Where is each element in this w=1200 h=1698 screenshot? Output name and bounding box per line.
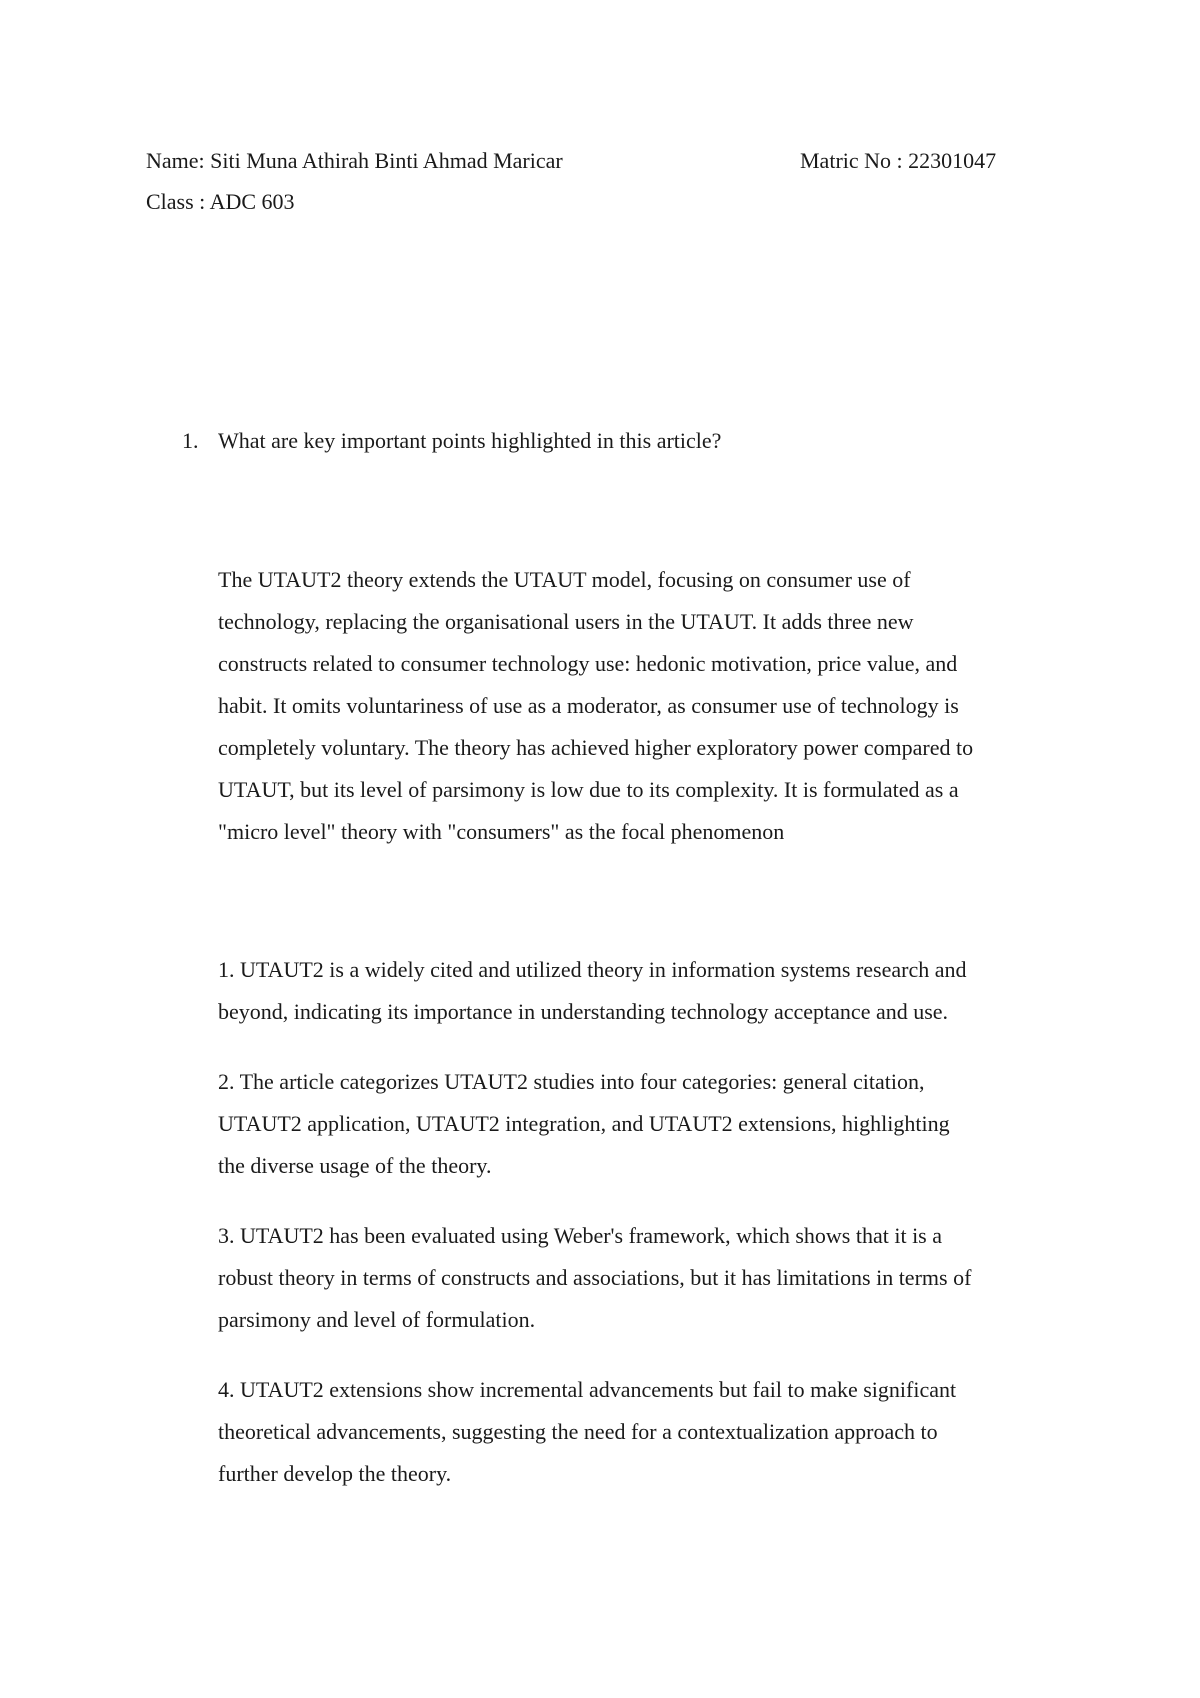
point-line: 1. UTAUT2 is a widely cited and utilized theory in information systems research and (218, 957, 967, 982)
point-line: 2. The article categorizes UTAUT2 studies into four categories: general citation, (218, 1069, 925, 1094)
summary-paragraph (218, 559, 1058, 853)
key-point-4 (218, 1369, 1058, 1495)
point-line: robust theory in terms of constructs and associations, but it has limitations in terms of (218, 1265, 972, 1290)
key-point-1 (218, 949, 1058, 1033)
key-points-list (218, 949, 1058, 1523)
summary-line: habit. It omits voluntariness of use as a moderator, as consumer use of technology is (218, 693, 959, 718)
key-point-3 (218, 1215, 1058, 1341)
question-text: What are key important points highlighted in this article? (218, 428, 722, 453)
summary-line: technology, replacing the organisational users in the UTAUT. It adds three new (218, 609, 914, 634)
point-line: the diverse usage of the theory. (218, 1153, 492, 1178)
point-line: 4. UTAUT2 extensions show incremental advancements but fail to make significant (218, 1377, 957, 1402)
point-line: further develop the theory. (218, 1461, 452, 1486)
question-heading (182, 420, 721, 462)
student-name: Name: Siti Muna Athirah Binti Ahmad Maricar (146, 148, 563, 173)
class-code: Class : ADC 603 (146, 189, 295, 214)
summary-line: "micro level" theory with "consumers" as the focal phenomenon (218, 819, 785, 844)
summary-line: The UTAUT2 theory extends the UTAUT model, focusing on consumer use of (218, 567, 911, 592)
point-line: beyond, indicating its importance in understanding technology acceptance and use. (218, 999, 949, 1024)
matric-number: Matric No : 22301047 (800, 148, 997, 173)
point-line: 3. UTAUT2 has been evaluated using Weber's framework, which shows that it is a (218, 1223, 943, 1248)
point-line: theoretical advancements, suggesting the need for a contextualization approach to (218, 1419, 938, 1444)
summary-line: completely voluntary. The theory has achieved higher exploratory power compared to (218, 735, 974, 760)
summary-line: UTAUT, but its level of parsimony is low due to its complexity. It is formulated as a (218, 777, 959, 802)
point-line: UTAUT2 application, UTAUT2 integration, and UTAUT2 extensions, highlighting (218, 1111, 950, 1136)
summary-line: constructs related to consumer technology use: hedonic motivation, price value, and (218, 651, 958, 676)
key-point-2 (218, 1061, 1058, 1187)
question-number: 1. (182, 428, 199, 453)
point-line: parsimony and level of formulation. (218, 1307, 536, 1332)
